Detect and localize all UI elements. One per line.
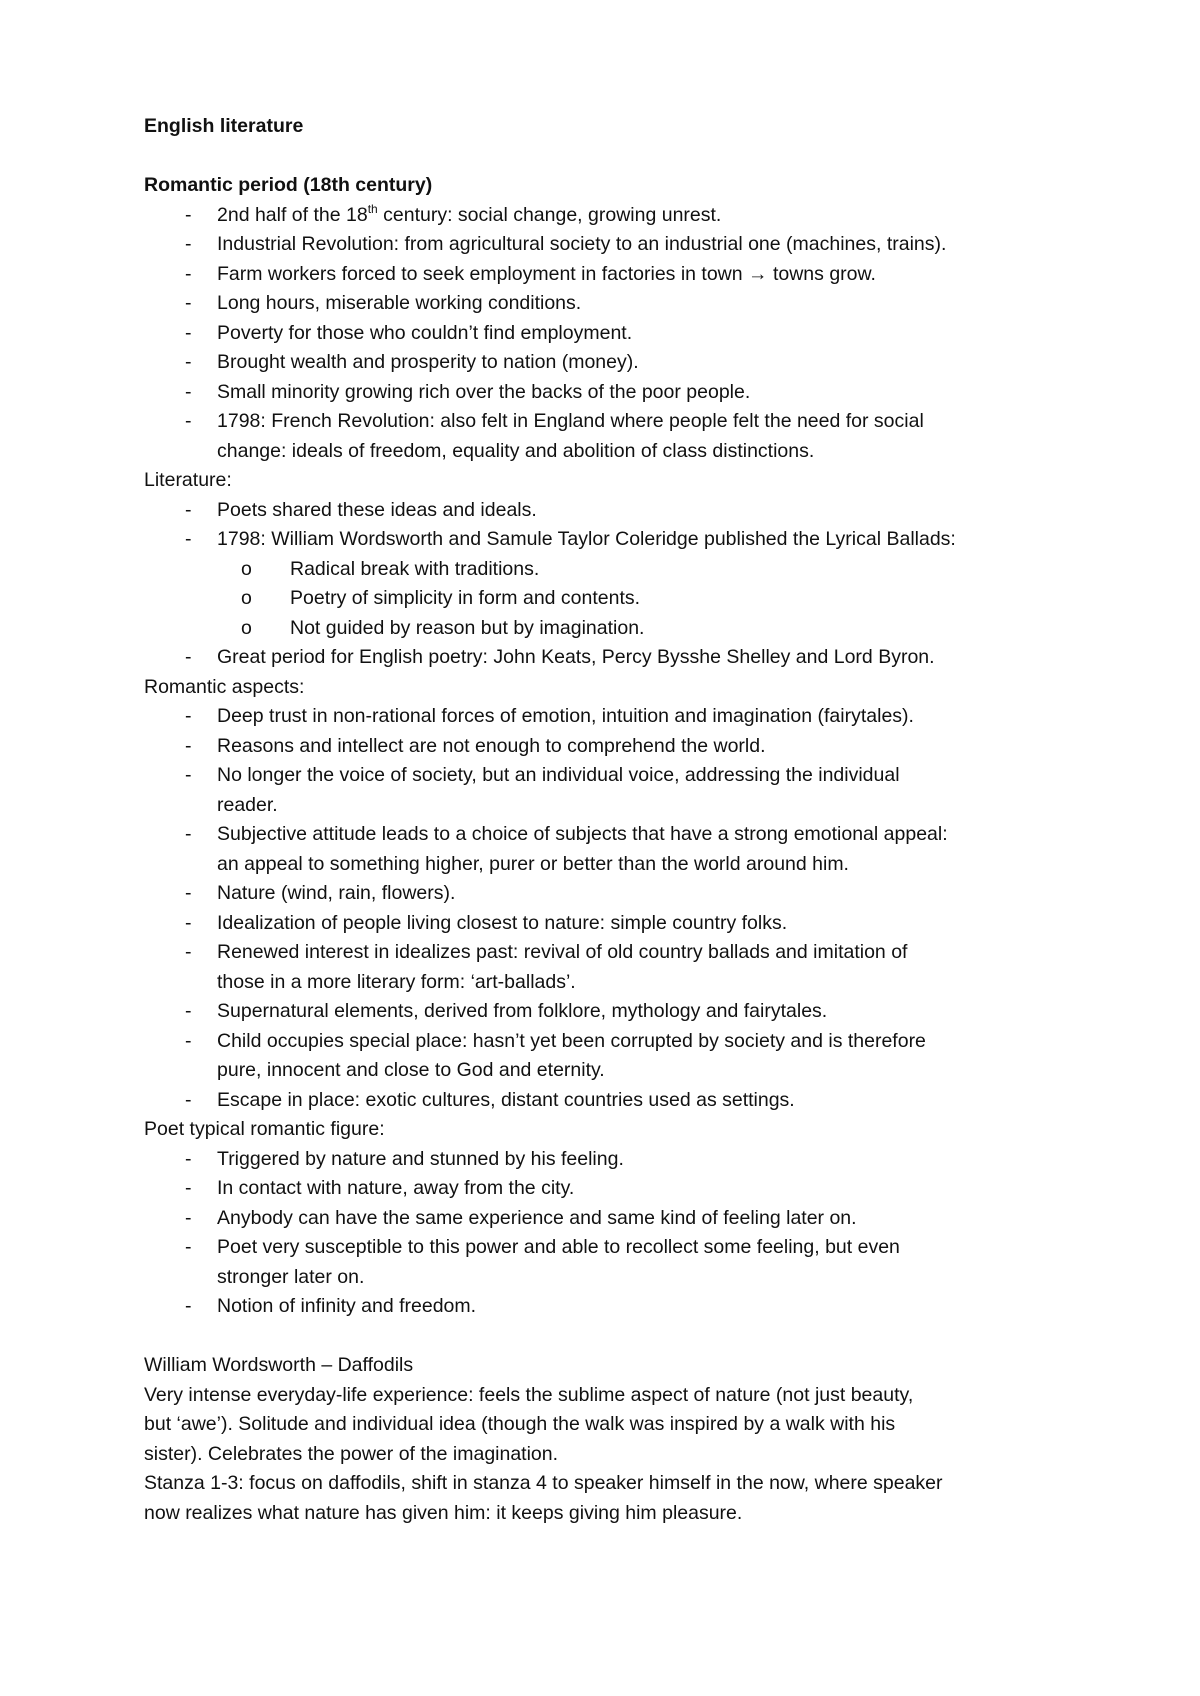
list-item: - Brought wealth and prosperity to nation (money).	[144, 348, 1074, 378]
spacer	[144, 142, 1074, 172]
arrow-icon: →	[748, 262, 768, 285]
aspects-label: Romantic aspects:	[144, 675, 305, 698]
dash-bullet: -	[185, 292, 192, 314]
daffodils-heading: William Wordsworth – Daffodils	[144, 1354, 414, 1376]
sublist-item: o Poetry of simplicity in form and contents.	[144, 584, 1074, 614]
dash-bullet: -	[185, 1029, 192, 1052]
dash-bullet: -	[185, 351, 192, 373]
list-item: - 1798: William Wordsworth and Samule Taylor Coleridge published the Lyrical Ballads:	[144, 525, 1074, 555]
daffodils-paragraph: Very intense everyday-life experience: feels the sublime aspect of nature (not just beauty, but ‘awe’). Solitude and individual idea (though the walk was inspired by a walk with his sister). Celebrates the power of the imagination. Stanza 1-3: focus on daffodils, shift in stanza 4 to speaker himself in the now, where speaker now realizes what nature has given him: it keeps giving him pleasure.	[144, 1383, 943, 1524]
list-item: - No longer the voice of society, but an individual voice, addressing the individual reader.	[144, 761, 1074, 820]
dash-bullet: -	[185, 410, 192, 432]
dash-bullet: -	[185, 498, 192, 521]
dash-bullet: -	[185, 823, 192, 845]
list-item: - Reasons and intellect are not enough to comprehend the world.	[144, 732, 1074, 762]
list-item: - Supernatural elements, derived from folklore, mythology and fairytales.	[144, 997, 1074, 1027]
list-item: - 2nd half of the 18th century: social change, growing unrest.	[144, 201, 1074, 231]
dash-bullet: -	[185, 734, 192, 757]
dash-bullet: -	[185, 764, 192, 786]
document-title: English literature	[144, 115, 304, 137]
circle-bullet: o	[241, 557, 252, 580]
list-item: - Poets shared these ideas and ideals.	[144, 496, 1074, 526]
intro-list	[144, 201, 1074, 467]
list-item: - 1798: French Revolution: also felt in England where people felt the need for social change: ideals of freedom, equality and abolition of class distinctions.	[144, 407, 1074, 466]
dash-bullet: -	[185, 203, 192, 226]
dash-bullet: -	[185, 1000, 192, 1022]
list-item: - Escape in place: exotic cultures, distant countries used as settings.	[144, 1086, 1074, 1116]
aspects-list	[144, 702, 1074, 1115]
dash-bullet: -	[185, 941, 192, 963]
spacer	[144, 1322, 1074, 1352]
list-item: - Long hours, miserable working conditions.	[144, 289, 1074, 319]
list-item: - Small minority growing rich over the backs of the poor people.	[144, 378, 1074, 408]
sublist-item: o Not guided by reason but by imagination.	[144, 614, 1074, 644]
dash-bullet: -	[185, 528, 192, 550]
list-item: - Industrial Revolution: from agricultural society to an industrial one (machines, trains).	[144, 230, 1074, 260]
dash-bullet: -	[185, 882, 192, 904]
list-item: - Idealization of people living closest to nature: simple country folks.	[144, 909, 1074, 939]
dash-bullet: -	[185, 911, 192, 934]
circle-bullet: o	[241, 616, 252, 639]
literature-list-end	[144, 643, 1074, 673]
literature-sublist	[144, 555, 1074, 644]
poet-label: Poet typical romantic figure:	[144, 1118, 385, 1140]
literature-list	[144, 496, 1074, 555]
dash-bullet: -	[185, 1206, 192, 1229]
list-item: - Subjective attitude leads to a choice of subjects that have a strong emotional appeal: an appeal to something higher, purer or better than the world around him.	[144, 820, 1074, 879]
dash-bullet: -	[185, 705, 192, 727]
dash-bullet: -	[185, 321, 192, 344]
dash-bullet: -	[185, 646, 192, 668]
list-item: - Great period for English poetry: John Keats, Percy Bysshe Shelley and Lord Byron.	[144, 643, 1074, 673]
list-item: - Poverty for those who couldn’t find employment.	[144, 319, 1074, 349]
dash-bullet: -	[185, 1295, 192, 1317]
literature-label: Literature:	[144, 469, 232, 491]
list-item: - Deep trust in non-rational forces of emotion, intuition and imagination (fairytales).	[144, 702, 1074, 732]
section-heading: Romantic period (18th century)	[144, 174, 433, 196]
list-item: - In contact with nature, away from the city.	[144, 1174, 1074, 1204]
list-item: - Triggered by nature and stunned by his feeling.	[144, 1145, 1074, 1175]
list-item: - Notion of infinity and freedom.	[144, 1292, 1074, 1322]
sublist-item: o Radical break with traditions.	[144, 555, 1074, 585]
poet-list	[144, 1145, 1074, 1322]
dash-bullet: -	[185, 1088, 192, 1111]
dash-bullet: -	[185, 233, 192, 255]
list-item: - Child occupies special place: hasn’t yet been corrupted by society and is therefore pure, innocent and close to God and eternity.	[144, 1027, 1074, 1086]
circle-bullet: o	[241, 587, 252, 609]
dash-bullet: -	[185, 1177, 192, 1199]
list-item: - Nature (wind, rain, flowers).	[144, 879, 1074, 909]
superscript: th	[367, 201, 378, 216]
dash-bullet: -	[185, 1236, 192, 1258]
dash-bullet: -	[185, 380, 192, 403]
document-body	[144, 112, 1074, 1528]
list-item: - Poet very susceptible to this power and able to recollect some feeling, but even stronger later on.	[144, 1233, 1074, 1292]
list-item: - Anybody can have the same experience and same kind of feeling later on.	[144, 1204, 1074, 1234]
dash-bullet: -	[185, 1147, 192, 1170]
list-item: - Farm workers forced to seek employment in factories in town → towns grow.	[144, 260, 1074, 290]
dash-bullet: -	[185, 262, 192, 285]
list-item: - Renewed interest in idealizes past: revival of old country ballads and imitation of those in a more literary form: ‘art-ballads’.	[144, 938, 1074, 997]
